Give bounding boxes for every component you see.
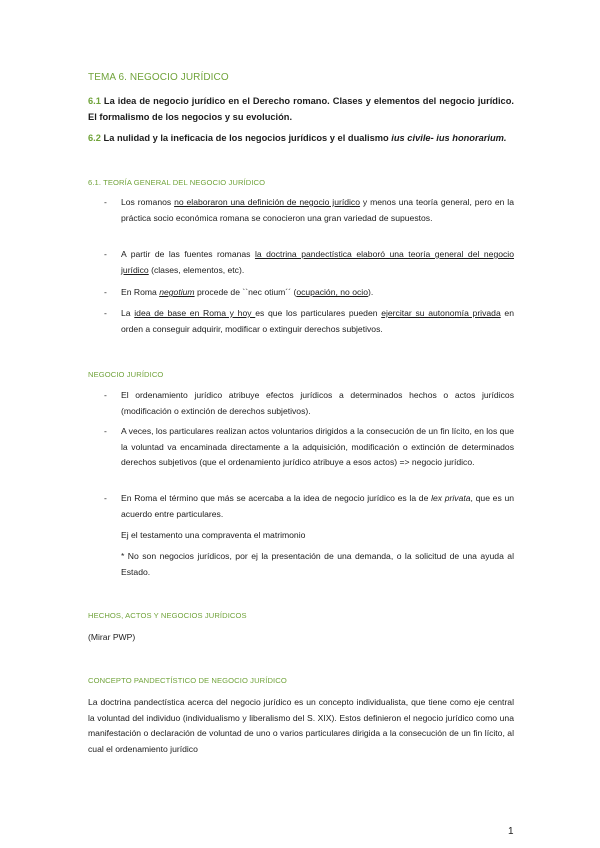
list-item: - El ordenamiento jurídico atribuye efectos jurídicos a determinados hechos o actos jurídicos (modificación o extinción de derechos subjetivos). [104, 390, 514, 416]
topic-number: 6.2 [88, 133, 101, 143]
example-line: Ej el testamento una compraventa el matrimonio [121, 530, 306, 540]
topic-text: La nulidad y la ineficacia de los negocios jurídicos y el dualismo [100, 133, 392, 143]
section-heading-hechos: HECHOS, ACTOS Y NEGOCIOS JURÍDICOS [88, 611, 247, 620]
italic-term: lex privata [431, 493, 471, 503]
section-heading-negocio: NEGOCIO JURÍDICO [88, 370, 164, 379]
underlined-text: no elaboraron una definición de negocio jurídico [174, 197, 361, 207]
underlined-text: idea de base en Roma y hoy [134, 308, 256, 318]
bullet-dash: - [104, 308, 107, 318]
topic-6-2 [88, 131, 514, 147]
document-title: TEMA 6. NEGOCIO JURÍDICO [88, 72, 229, 83]
topic-6-1 [88, 94, 514, 125]
topic-text-italic: ius civile- ius honorarium. [391, 133, 507, 143]
list-item: - En Roma negotium procede de ``nec otium´´ (ocupación, no ocio). [88, 285, 514, 301]
page-number: 1 [508, 826, 514, 837]
bullet-dash: - [104, 493, 107, 503]
bullet-dash: - [104, 390, 107, 400]
note-paragraph: * No son negocios jurídicos, por ej la presentación de una demanda, o la solicitud de una ayuda al Estado. [121, 551, 514, 577]
list-item: - A partir de las fuentes romanas la doctrina pandectística elaboró una teoría general del negocio jurídico (clases, elementos, etc). [104, 249, 514, 275]
concepto-paragraph: La doctrina pandectística acerca del negocio jurídico es un concepto individualista, que tiene como eje central la voluntad del individuo (individualismo y liberalismo del S. XIX). Estos definieron el negocio jurídico como una manifestación o declaración de voluntad de uno o varios particulares dirigida a la consecución de un fin lícito, al cual el ordenamiento jurídico [88, 697, 514, 755]
bullet-dash: - [104, 426, 107, 436]
bullet-dash: - [104, 249, 107, 259]
hechos-text: (Mirar PWP) [88, 632, 136, 642]
section-heading-concepto: CONCEPTO PANDECTÍSTICO DE NEGOCIO JURÍDICO [88, 676, 287, 685]
underlined-italic-text: negotium [159, 287, 195, 297]
underlined-text: ocupación, no ocio [296, 287, 368, 297]
bullet-dash: - [104, 287, 107, 297]
underlined-text: ejercitar su autonomía privada [381, 308, 501, 318]
bullet-dash: - [104, 197, 107, 207]
list-item: - A veces, los particulares realizan actos voluntarios dirigidos a la consecución de un fin lícito, en los que la voluntad va encaminada directamente a la adquisición, modificación o extinción de determinados derechos subjetivos (que el ordenamiento jurídico atribuye a esos actos) => negocio jurídico. [104, 426, 514, 468]
list-item: - La idea de base en Roma y hoy es que los particulares pueden ejercitar su autonomía privada en orden a conseguir adquirir, modificar o extinguir derechos subjetivos. [104, 308, 514, 334]
list-item: - En Roma el término que más se acercaba a la idea de negocio jurídico es la de lex privata, que es un acuerdo entre particulares. [104, 493, 515, 519]
topic-text: La idea de negocio jurídico en el Derecho romano. Clases y elementos del negocio jurídico. El formalismo de los negocios y su evolución. [88, 96, 514, 122]
section-heading-teoria: 6.1. TEORÍA GENERAL DEL NEGOCIO JURÍDICO [88, 178, 266, 187]
topic-number: 6.1 [88, 96, 101, 106]
list-item: - Los romanos no elaboraron una definición de negocio jurídico y menos una teoría general, pero en la práctica socio económica romana se conocieron una gran variedad de supuestos. [104, 197, 514, 223]
underlined-text: la doctrina pandectística elaboró una teoría general del negocio jurídico [121, 249, 514, 275]
